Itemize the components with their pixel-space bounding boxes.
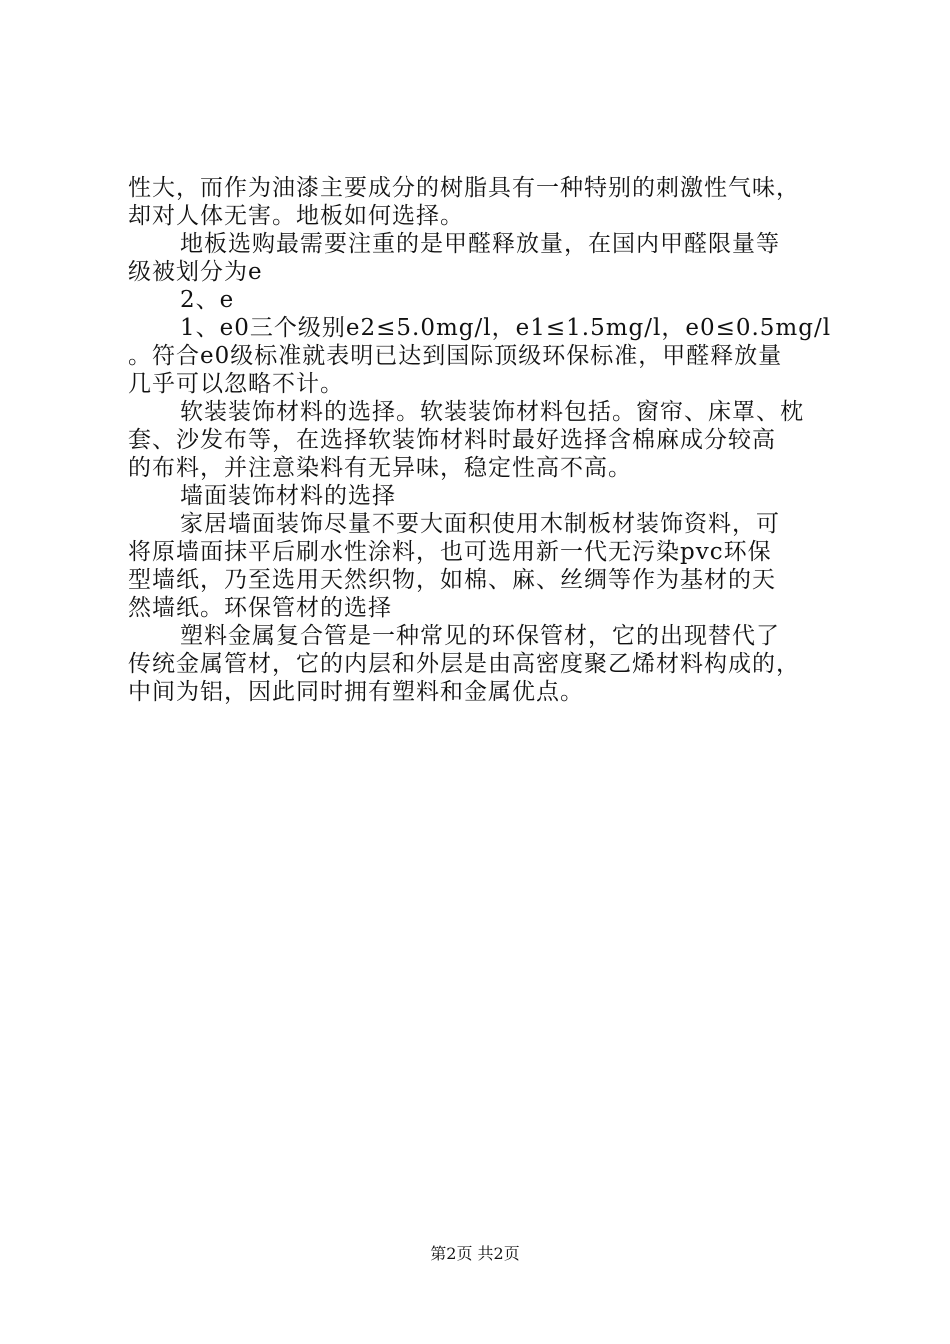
text-line: 然墙纸。环保管材的选择 (128, 595, 392, 621)
text-line: 传统金属管材，它的内层和外层是由高密度聚乙烯材料构成的， (128, 651, 800, 677)
body-text (128, 174, 838, 706)
text-line: 地板选购最需要注重的是甲醛释放量，在国内甲醛限量等 (180, 231, 780, 257)
text-line: 软装装饰材料的选择。软装装饰材料包括。窗帘、床罩、枕 (180, 399, 804, 425)
text-line: 塑料金属复合管是一种常见的环保管材，它的出现替代了 (180, 623, 780, 649)
text-line: 家居墙面装饰尽量不要大面积使用木制板材装饰资料，可 (180, 511, 780, 537)
text-line: 却对人体无害。地板如何选择。 (128, 203, 464, 229)
text-line: 级被划分为e (128, 259, 263, 285)
text-line: 2、e (180, 287, 235, 313)
text-line: 套、沙发布等，在选择软装饰材料时最好选择含棉麻成分较高 (128, 427, 776, 453)
text-line: 型墙纸，乃至选用天然织物，如棉、麻、丝绸等作为基材的天 (128, 567, 776, 593)
text-line: 1、e0三个级别e2≤5.0mg/l，e1≤1.5mg/l，e0≤0.5mg/l (180, 315, 832, 341)
text-line: 性大，而作为油漆主要成分的树脂具有一种特别的刺激性气味， (128, 175, 800, 201)
text-line: 中间为铝，因此同时拥有塑料和金属优点。 (128, 679, 584, 705)
text-line: 几乎可以忽略不计。 (128, 371, 344, 397)
text-line: 。符合e0级标准就表明已达到国际顶级环保标准，甲醛释放量 (128, 343, 783, 369)
text-line: 的布料，并注意染料有无异味，稳定性高不高。 (128, 455, 632, 481)
section-heading: 墙面装饰材料的选择 (180, 483, 396, 509)
page-number-footer: 第2页 共2页 (430, 1244, 520, 1263)
text-line: 将原墙面抹平后刷水性涂料，也可选用新一代无污染pvc环保 (128, 539, 772, 565)
